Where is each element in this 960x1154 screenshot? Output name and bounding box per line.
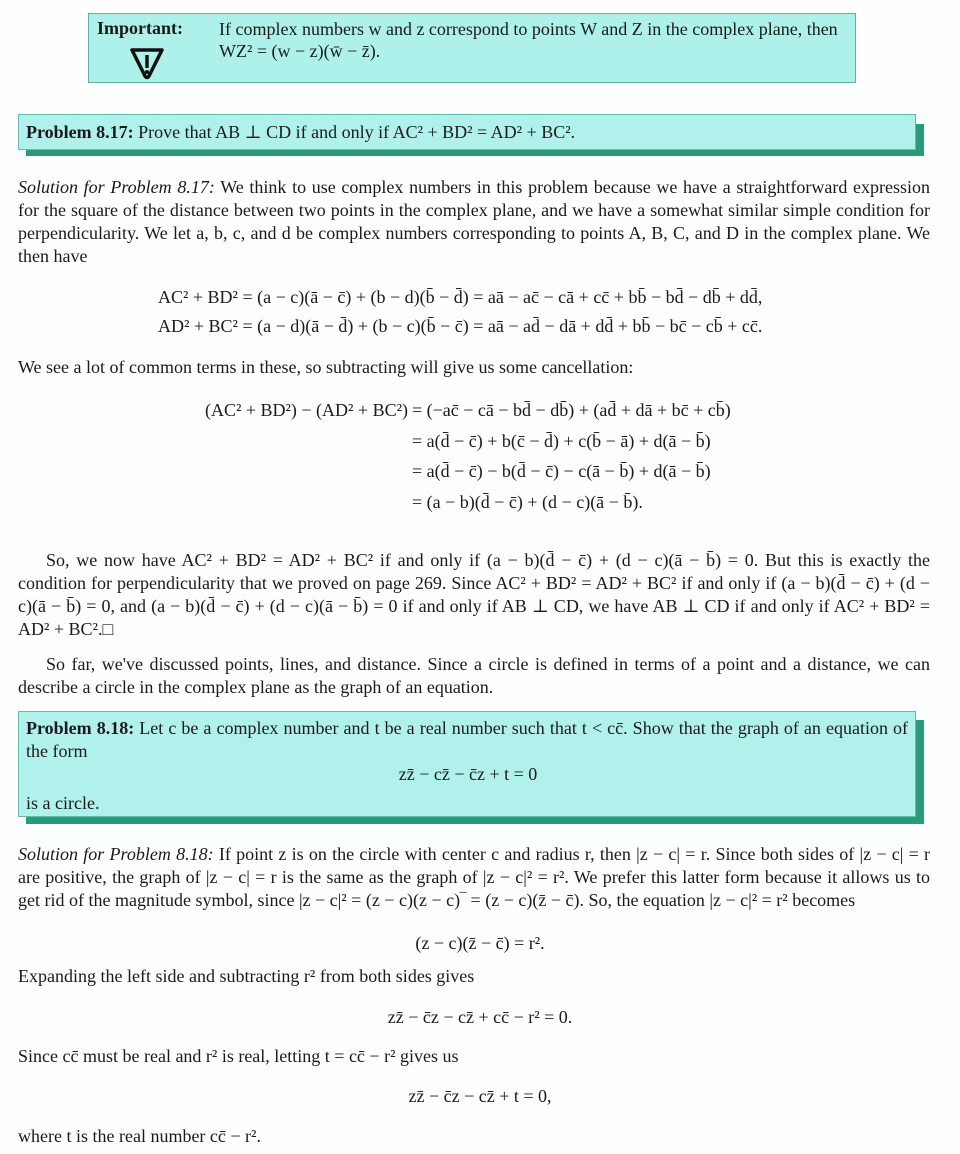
expanding-text: Expanding the left side and subtracting r² from both sides gives [18,966,475,986]
problem-8-18-statement: Let c be a complex number and t be a real number such that t < cc̄. Show that the graph of an equation of the form [26,718,909,761]
difference-lhs: (AC² + BD²) − (AD² + BC²) [204,400,408,420]
difference-line-2: = a(d̄ − c̄) + b(c̄ − d̄) + c(b̄ − ā) + d(ā − b̄) [412,431,711,451]
problem-8-17-statement: Prove that AB ⊥ CD if and only if AC² + BD² = AD² + BC². [138,122,576,142]
difference-line-1: = (−ac̄ − cā − bd̄ − db̄) + (ad̄ + dā + bc̄ + cb̄) [412,400,731,420]
equation-final: zz̄ − c̄z − cz̄ + t = 0, [408,1086,552,1106]
solution-8-17-intro [18,176,930,268]
solution-8-17-intro-text: We think to use complex numbers in this problem because we have a straightforward expression for the square of the distance between two points in the complex plane, and we have a somewhat similar simple condition for perpendicularity. We let a, b, c, and d be complex numbers corresponding to points A, B, C, and D in the complex plane. We then have [18,177,930,266]
qed-mark: □ [102,619,114,639]
problem-8-17-label: Problem 8.17: [26,122,134,142]
problem-8-18 [26,717,908,763]
problem-8-18-equation: zz̄ − cz̄ − c̄z + t = 0 [398,764,538,784]
problem-8-17-box [18,114,916,150]
important-box [88,13,856,83]
solution-8-17-conclusion [18,549,930,641]
transition-text: So far, we've discussed points, lines, and distance. Since a circle is defined in terms of a point and a distance, we can describe a circle in the complex plane as the graph of an equation. [18,654,930,697]
important-text: If complex numbers w and z correspond to points W and Z in the complex plane, then WZ² = (w − z)(w̄ − z̄). [219,19,838,61]
problem-8-18-label: Problem 8.18: [26,718,135,738]
problem-8-18-box [18,711,916,817]
equation-circle-product: (z − c)(z̄ − c̄) = r². [415,933,545,953]
difference-line-3: = a(d̄ − c̄) − b(d̄ − c̄) − c(ā − b̄) + d(ā − b̄) [412,461,711,481]
warning-triangle-icon [129,46,165,80]
solution-8-18-label: Solution for Problem 8.18: [18,844,214,864]
where-text: where t is the real number cc̄ − r². [18,1126,261,1146]
problem-8-17 [26,121,575,144]
solution-8-18-intro-text: If point z is on the circle with center c and radius r, then |z − c| = r. Since both sides of |z − c| = r are positive, the graph of |z − c| = r is the same as the graph of |z − c|² = r². We prefer this latter form because it allows us to get rid of the magnitude symbol, since |z − c|² = (z − c)(z − c)‾ = (z − c)(z̄ − c̄). So, the equation |z − c|² = r² becomes [18,844,931,910]
solution-8-18-intro [18,843,930,912]
problem-8-18-ending: is a circle. [26,793,100,813]
difference-line-4: = (a − b)(d̄ − c̄) + (d − c)(ā − b̄). [412,492,643,512]
equation-expanded: zz̄ − c̄z − cz̄ + cc̄ − r² = 0. [387,1007,573,1027]
important-label: Important: [97,18,183,38]
solution-8-17-label: Solution for Problem 8.17: [18,177,215,197]
equation-ac-bd: AC² + BD² = (a − c)(ā − c̄) + (b − d)(b̄ − d̄) = aā − ac̄ − cā + cc̄ + bb̄ − bd̄ − db̄ + dd̄, [158,287,763,307]
common-terms-text: We see a lot of common terms in these, so subtracting will give us some cancellation: [18,357,634,377]
equation-ad-bc: AD² + BC² = (a − d)(ā − d̄) + (b − c)(b̄ − c̄) = aā − ad̄ − dā + dd̄ + bb̄ − bc̄ − cb̄ + cc̄. [158,316,763,336]
letting-text: Since cc̄ must be real and r² is real, letting t = cc̄ − r² gives us [18,1046,459,1066]
conclusion-text: So, we now have AC² + BD² = AD² + BC² if and only if (a − b)(d̄ − c̄) + (d − c)(ā − b̄) = 0. But this is exactly the condition for perpendicularity that we proved on page 269. Since AC² + BD² = AD² + BC² if and only if (a − b)(d̄ − c̄) + (d − c)(ā − b̄) = 0, and (a − b)(d̄ − c̄) + (d − c)(ā − b̄) = 0 if and only if AB ⊥ CD, we have AB ⊥ CD if and only if AC² + BD² = AD² + BC². [18,550,930,639]
